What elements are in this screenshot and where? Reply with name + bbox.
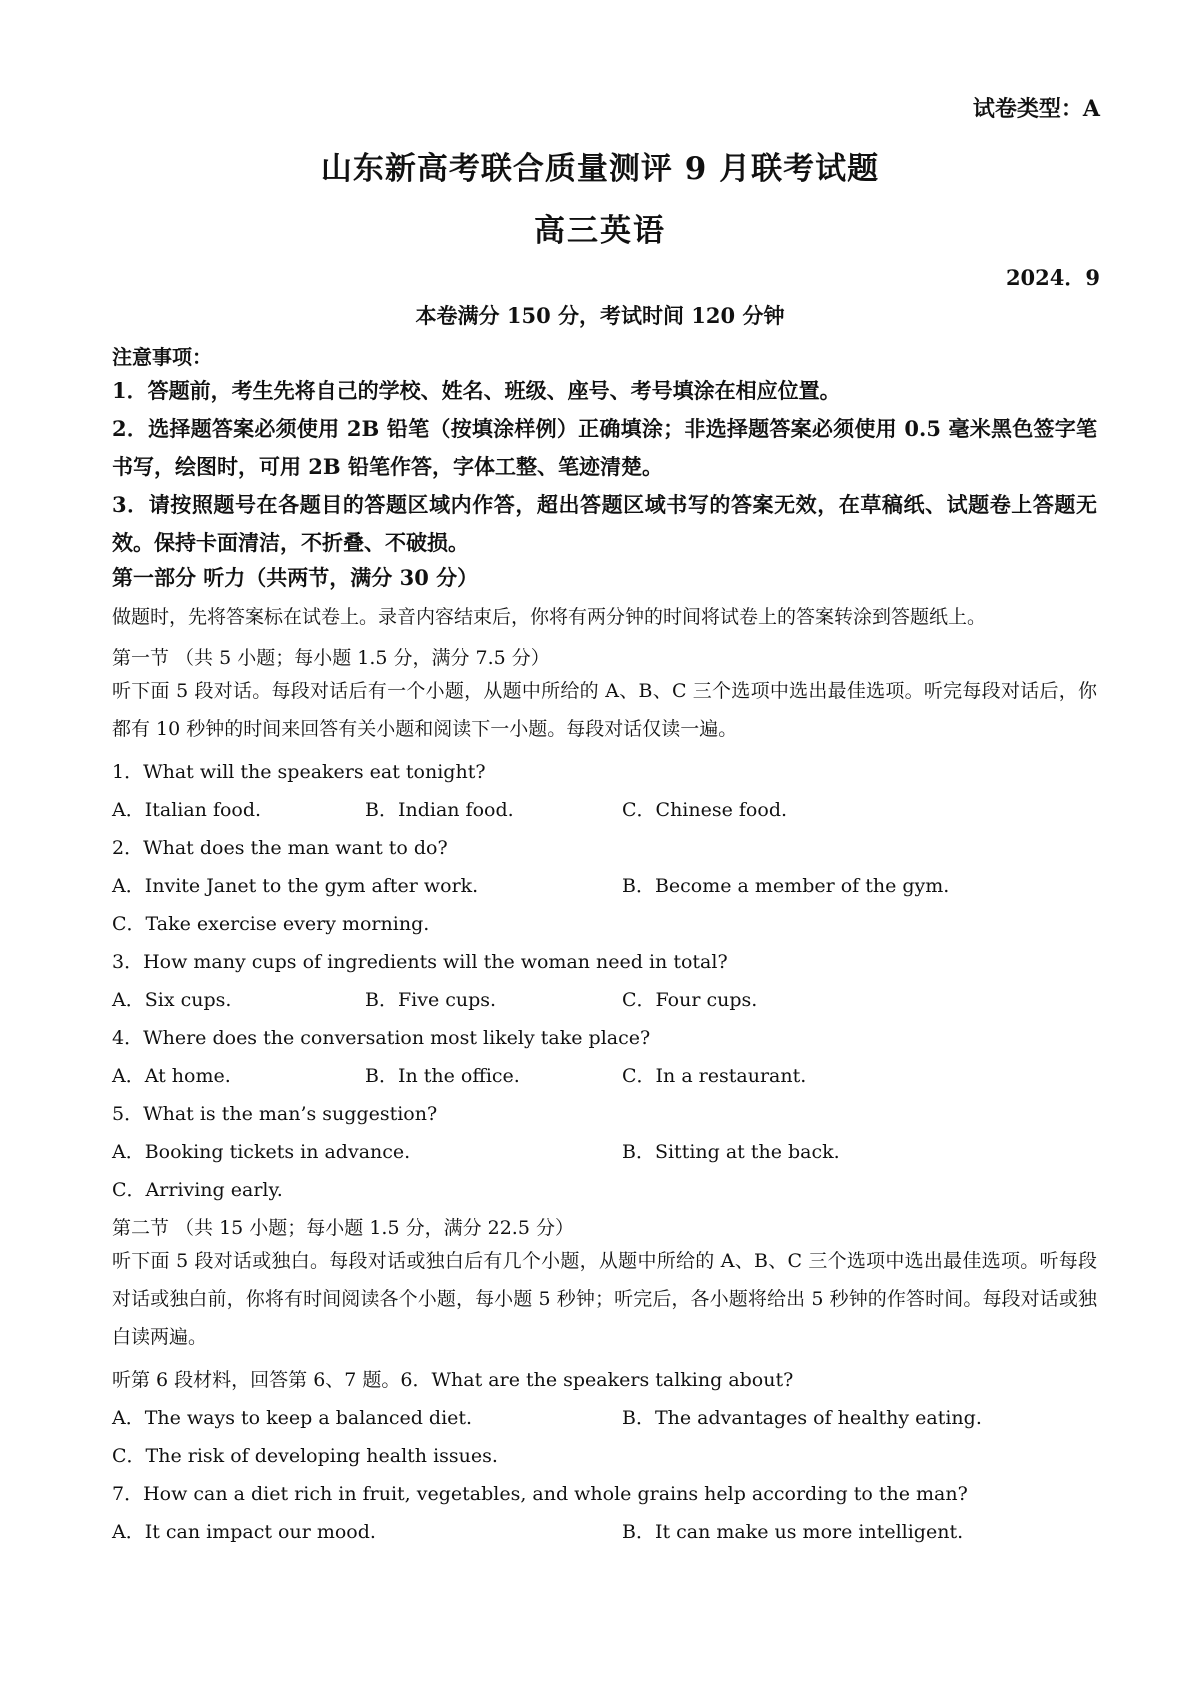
notice-item: 1．答题前，考生先将自己的学校、姓名、班级、座号、考号填涂在相应位置。 [112,378,841,403]
notice-heading: 注意事项： [112,345,212,369]
option-c: C．Chinese food. [622,799,788,821]
score-time-note: 本卷满分 150 分，考试时间 120 分钟 [415,303,785,328]
option-a: A．The ways to keep a balanced diet. [112,1407,473,1429]
option-a: A．At home. [112,1065,231,1087]
section1-heading: 第一节 （共 5 小题；每小题 1.5 分，满分 7.5 分） [112,647,550,669]
part1-instruction: 做题时，先将答案标在试卷上。录音内容结束后，你将有两分钟的时间将试卷上的答案转涂到答题纸上。 [112,606,987,628]
option-c: C．Take exercise every morning. [112,913,430,935]
paper-type-label: 试卷类型：A [972,96,1100,122]
option-c: C．Arriving early. [112,1179,283,1201]
question-stem: 3．How many cups of ingredients will the woman need in total? [112,951,728,973]
section2-instruction: 听下面 5 段对话或独白。每段对话或独白后有几个小题，从题中所给的 A、B、C 三个选项中选出最佳选项。听每段对话或独白前，你将有时间阅读各个小题，每小题 5 秒钟；听完后，各小题将给出 5 秒钟的作答时间。每段对话或独白读两遍。 [112,1250,1097,1348]
option-b: B．Become a member of the gym. [622,875,950,897]
notice-item: 2．选择题答案必须使用 2B 铅笔（按填涂样例）正确填涂；非选择题答案必须使用 0.5 毫米黑色签字笔书写，绘图时，可用 2B 铅笔作答，字体工整、笔迹清楚。 [112,416,1097,479]
question-stem: 5．What is the man’s suggestion? [112,1103,438,1125]
option-b: B．Indian food. [365,799,514,821]
exam-subject: 高三英语 [534,213,666,249]
option-b: B．It can make us more intelligent. [622,1521,964,1543]
option-a: A．It can impact our mood. [112,1521,376,1543]
exam-date: 2024．9 [1005,265,1100,290]
section1-instruction: 听下面 5 段对话。每段对话后有一个小题，从题中所给的 A、B、C 三个选项中选出最佳选项。听完每段对话后，你都有 10 秒钟的时间来回答有关小题和阅读下一小题。每段对话仅读一遍。 [112,680,1097,740]
section2-heading: 第二节 （共 15 小题；每小题 1.5 分，满分 22.5 分） [112,1217,574,1239]
option-a: A．Italian food. [112,799,262,821]
option-a: A．Invite Janet to the gym after work. [112,875,479,897]
question-stem: 2．What does the man want to do? [112,837,448,859]
exam-title: 山东新高考联合质量测评 9 月联考试题 [320,151,880,187]
option-b: B．The advantages of healthy eating. [622,1407,982,1429]
notice-item: 3．请按照题号在各题目的答题区域内作答，超出答题区域书写的答案无效，在草稿纸、试题卷上答题无效。保持卡面清洁，不折叠、不破损。 [112,492,1097,555]
option-a: A．Six cups. [112,989,232,1011]
option-c: C．In a restaurant. [622,1065,807,1087]
part1-heading: 第一部分 听力（共两节，满分 30 分） [112,565,479,590]
option-b: B．Five cups. [365,989,497,1011]
question-stem: 1．What will the speakers eat tonight? [112,761,486,783]
option-b: B．Sitting at the back. [622,1141,840,1163]
question-stem: 听第 6 段材料，回答第 6、7 题。6．What are the speakers talking about? [112,1369,794,1391]
question-stem: 7．How can a diet rich in fruit, vegetables, and whole grains help according to the man? [112,1483,968,1505]
option-c: C．The risk of developing health issues. [112,1445,498,1467]
option-a: A．Booking tickets in advance. [112,1141,411,1163]
option-c: C．Four cups. [622,989,758,1011]
option-b: B．In the office. [365,1065,520,1087]
question-stem: 4．Where does the conversation most likely take place? [112,1027,651,1049]
